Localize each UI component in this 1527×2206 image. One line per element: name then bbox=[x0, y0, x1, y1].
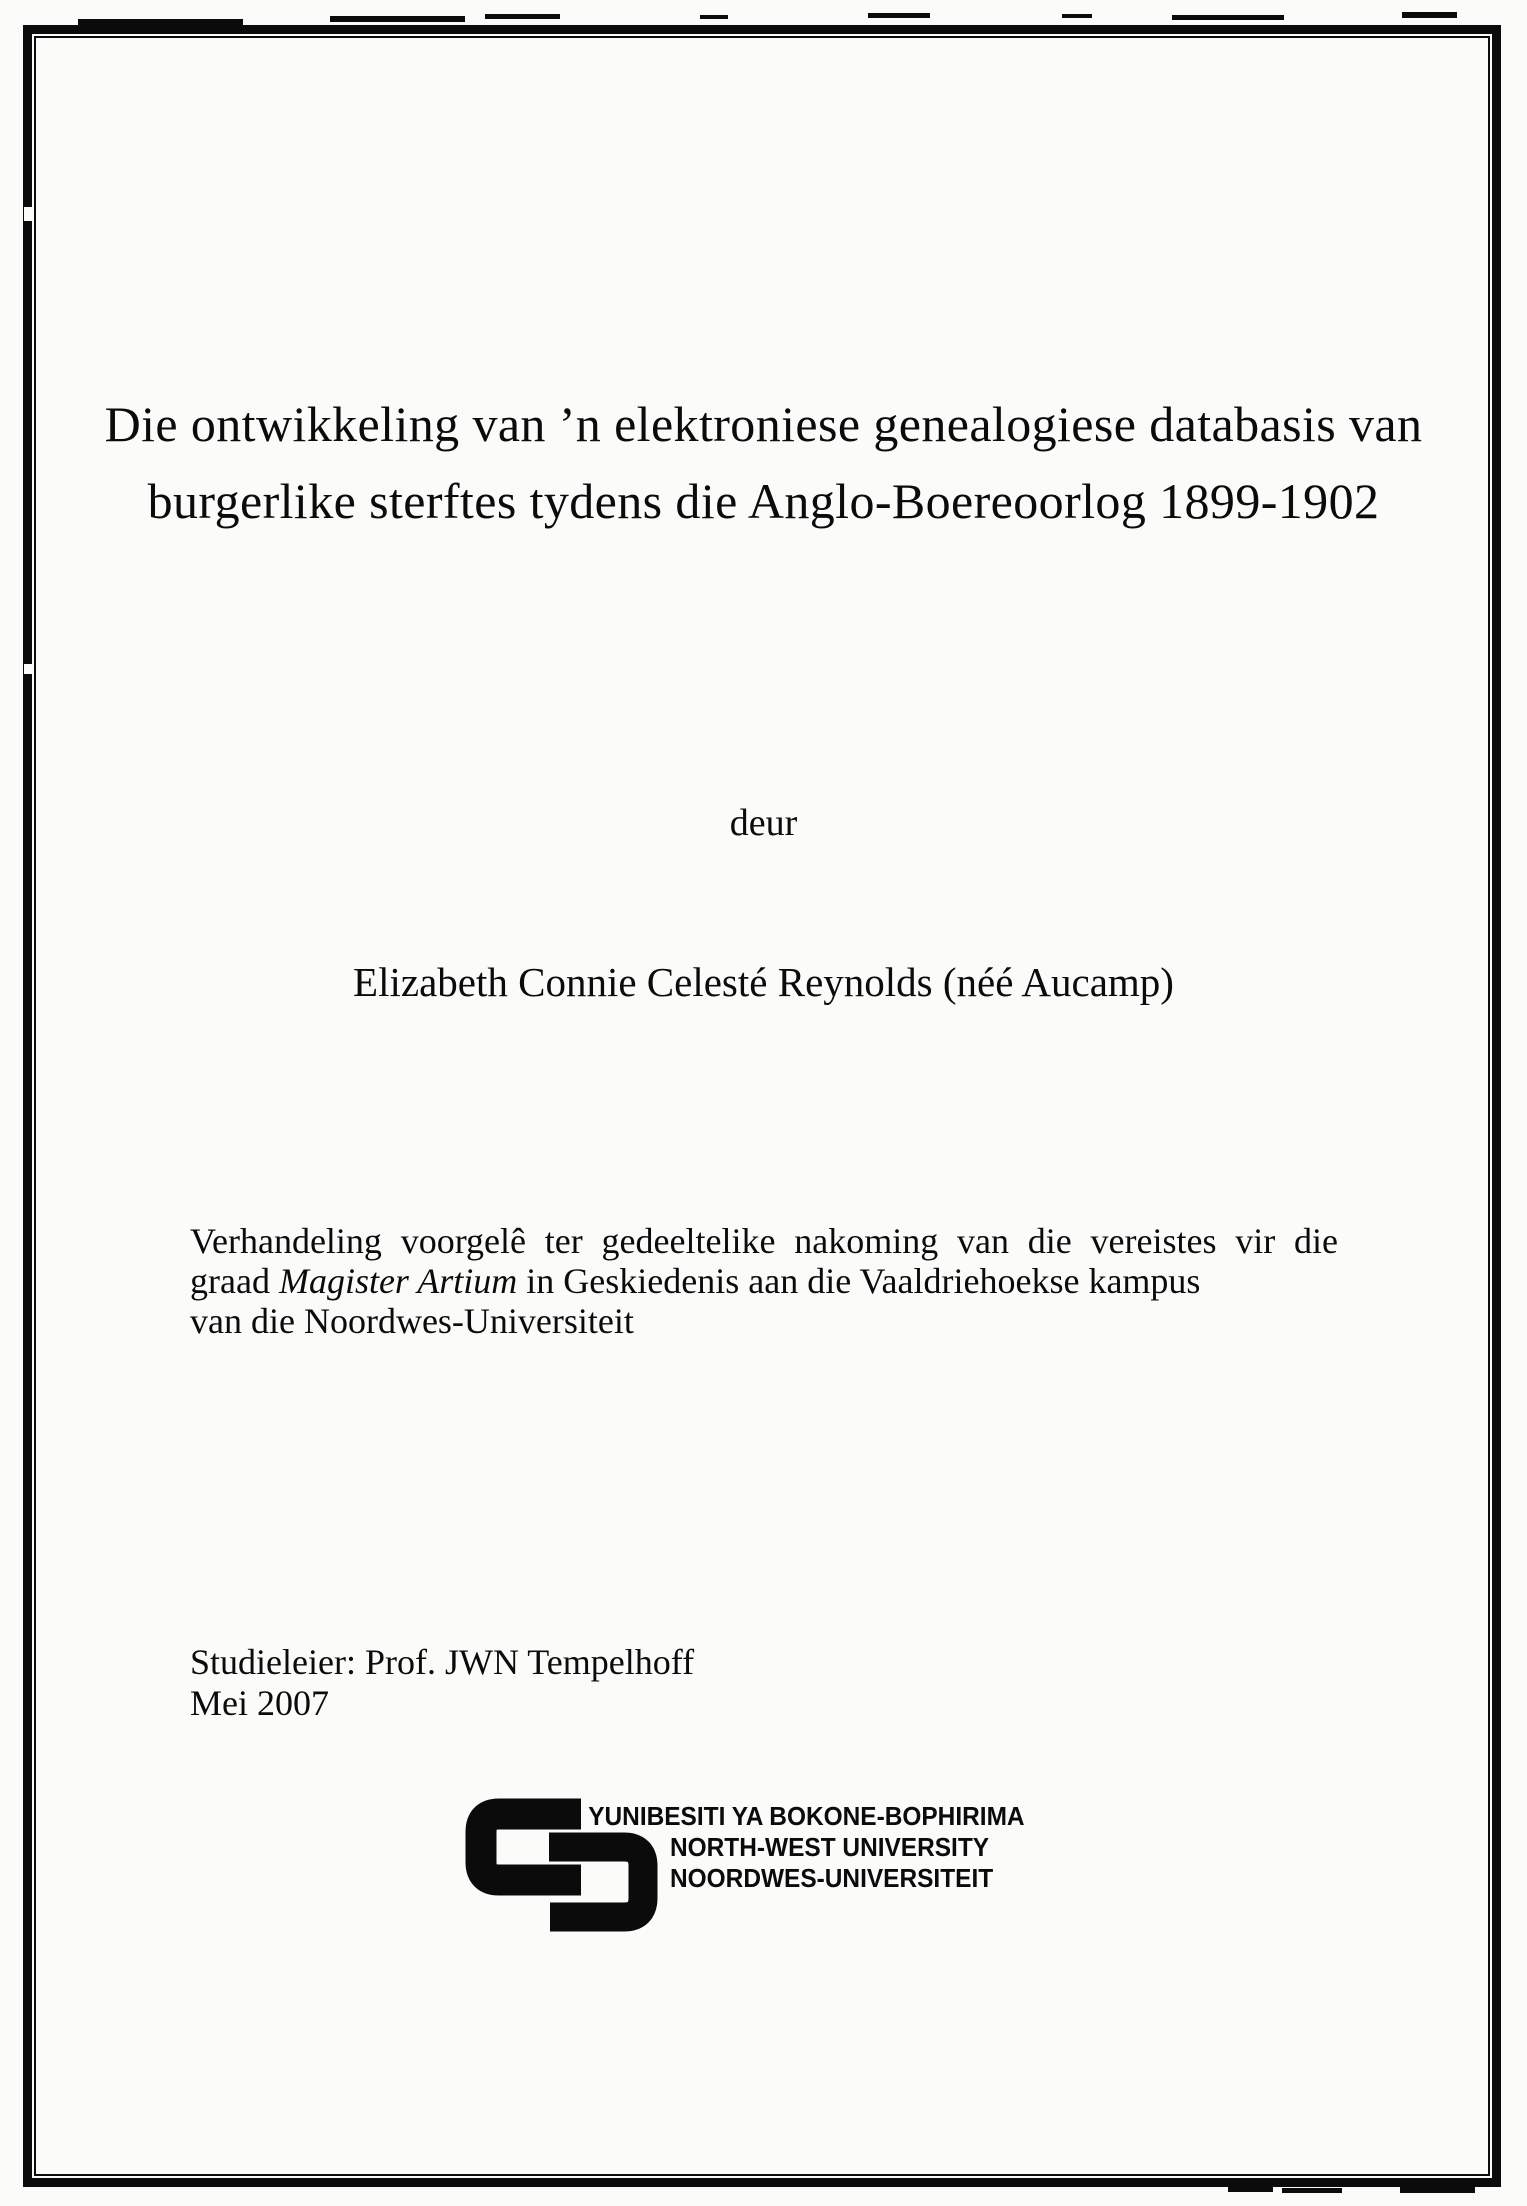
scan-artifact bbox=[24, 207, 32, 221]
title-line-1: Die ontwikkeling van ’n elektroniese genealogiese databasis van bbox=[104, 396, 1423, 452]
scan-artifact bbox=[1062, 14, 1092, 18]
scan-artifact bbox=[330, 16, 465, 22]
scan-artifact bbox=[485, 14, 560, 19]
nwu-name-setswana: YUNIBESITI YA BOKONE-BOPHIRIMA bbox=[588, 1801, 1025, 1831]
thesis-statement-line-1: Verhandeling voorgelê ter gedeeltelike nakoming van die vereistes vir die bbox=[190, 1221, 1338, 1261]
degree-name-italic: Magister Artium bbox=[278, 1261, 518, 1301]
scan-artifact bbox=[24, 664, 32, 674]
scan-artifact bbox=[700, 15, 728, 19]
scan-artifact bbox=[1172, 15, 1284, 20]
thesis-statement bbox=[190, 1221, 1338, 1341]
scan-artifact bbox=[868, 13, 930, 18]
supervisor-block bbox=[190, 1642, 694, 1724]
thesis-statement-line-2 bbox=[190, 1261, 1338, 1301]
scan-artifact bbox=[1400, 2187, 1475, 2193]
nwu-logo bbox=[464, 1797, 1084, 1937]
scan-artifact bbox=[1402, 12, 1457, 18]
supervisor-line: Studieleier: Prof. JWN Tempelhoff bbox=[190, 1642, 695, 1682]
nwu-logo-text bbox=[588, 1801, 1025, 1894]
scan-artifact bbox=[1228, 2186, 1273, 2192]
author-name: Elizabeth Connie Celesté Reynolds (néé Aucamp) bbox=[353, 959, 1174, 1005]
title-line-2: burgerlike sterftes tydens die Anglo-Boereoorlog 1899-1902 bbox=[147, 473, 1380, 529]
nwu-name-english: NORTH-WEST UNIVERSITY bbox=[670, 1832, 990, 1862]
scan-artifact bbox=[1282, 2188, 1342, 2193]
degree-prefix: graad bbox=[190, 1261, 279, 1301]
byline-deur: deur bbox=[729, 802, 798, 844]
thesis-title bbox=[95, 386, 1432, 540]
date-line: Mei 2007 bbox=[190, 1683, 329, 1723]
degree-suffix: in Geskiedenis aan die Vaaldriehoekse kampus bbox=[517, 1261, 1201, 1301]
scan-artifact bbox=[78, 19, 243, 26]
thesis-statement-line-3: van die Noordwes-Universiteit bbox=[190, 1301, 634, 1341]
nwu-name-afrikaans: NOORDWES-UNIVERSITEIT bbox=[670, 1863, 994, 1893]
